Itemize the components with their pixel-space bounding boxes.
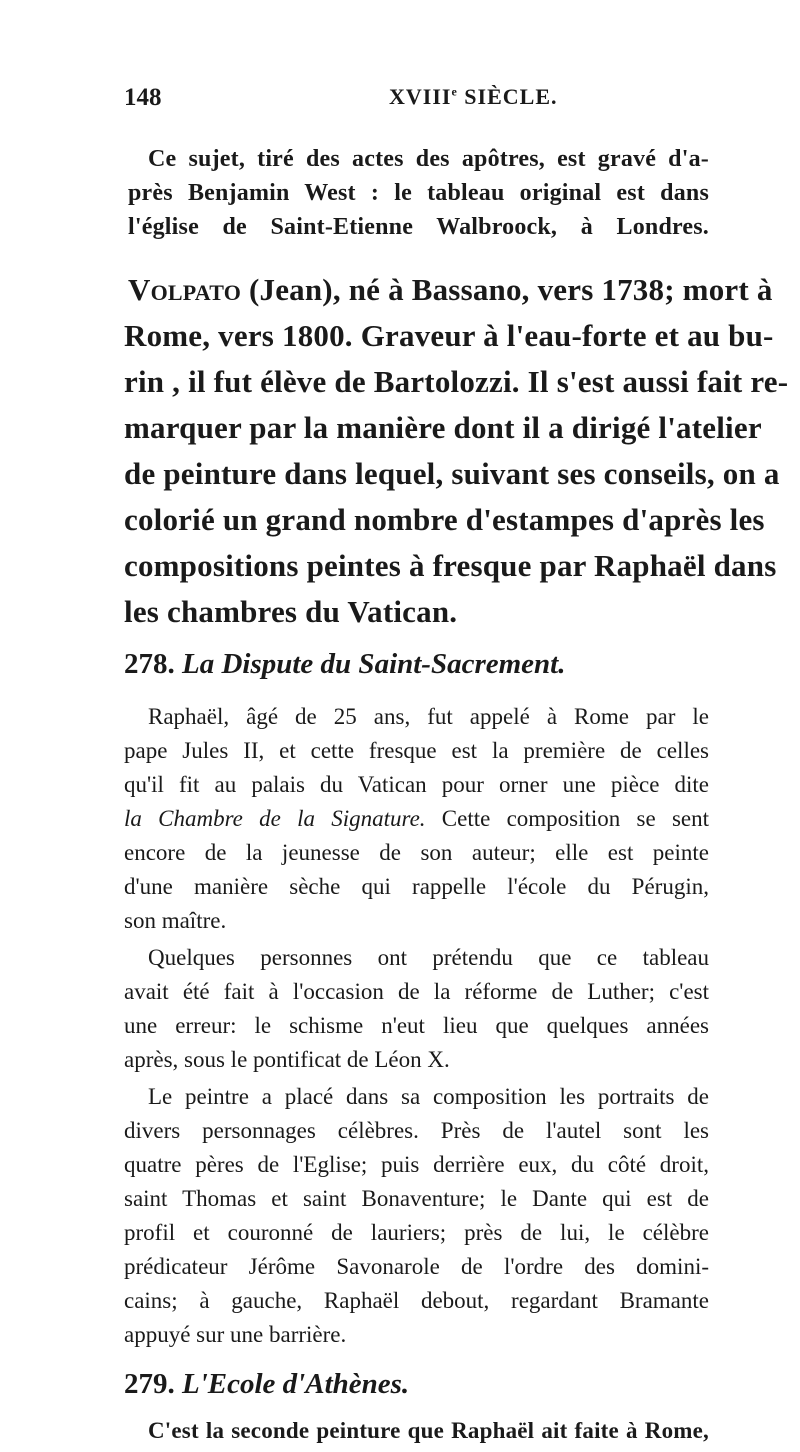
entry-278-line: quatre pères de l'Eglise; puis derrière eux, du côté droit, (124, 1152, 709, 1177)
entry-278-line: d'une manière sèche qui rappelle l'école du Pérugin, (124, 874, 709, 899)
entry-278-heading: 278. La Dispute du Saint-Sacrement. (124, 648, 566, 680)
entry-278-line: Raphaël, âgé de 25 ans, fut appelé à Rome par le (148, 704, 709, 729)
entry-278-line: appuyé sur une barrière. (124, 1322, 347, 1347)
volpato-line: Rome, vers 1800. Graveur à l'eau-forte et au bu- (124, 318, 774, 353)
entry-278-line: Le peintre a placé dans sa composition les portraits de (148, 1084, 709, 1109)
entry-278-line: la Chambre de la Signature. Cette composition se sent (124, 806, 709, 831)
volpato-line: marquer par la manière dont il a dirigé l'atelier (124, 410, 762, 445)
artist-name: Volpato (128, 272, 242, 307)
page-number: 148 (124, 84, 162, 111)
entry-278-line: avait été fait à l'occasion de la réforme de Luther; c'est (124, 979, 709, 1004)
intro-line: l'église de Saint-Etienne Walbroock, à Londres. (128, 214, 709, 240)
entry-278-line: Quelques personnes ont prétendu que ce tableau (148, 945, 709, 970)
entry-278-line: saint Thomas et saint Bonaventure; le Dante qui est de (124, 1186, 709, 1211)
entry-278-line: qu'il fit au palais du Vatican pour orner une pièce dite (124, 772, 709, 797)
entry-278-line: une erreur: le schisme n'eut lieu que quelques années (124, 1013, 709, 1038)
running-title: XVIIIe SIÈCLE. (389, 84, 558, 109)
volpato-line: les chambres du Vatican. (124, 594, 458, 629)
entry-278-line: profil et couronné de lauriers; près de lui, le célèbre (124, 1220, 709, 1245)
intro-line: Ce sujet, tiré des actes des apôtres, est gravé d'a- (148, 146, 709, 172)
entry-279-line: C'est la seconde peinture que Raphaël ait faite à Rome, (148, 1418, 709, 1443)
entry-278-line: cains; à gauche, Raphaël debout, regardant Bramante (124, 1288, 709, 1313)
entry-278-line: prédicateur Jérôme Savonarole de l'ordre des domini- (124, 1254, 709, 1279)
entry-278-line: divers personnages célèbres. Près de l'autel sont les (124, 1118, 709, 1143)
volpato-line: de peinture dans lequel, suivant ses conseils, on a (124, 456, 780, 491)
entry-279-heading: 279. L'Ecole d'Athènes. (124, 1368, 410, 1400)
entry-278-line: après, sous le pontificat de Léon X. (124, 1047, 450, 1072)
volpato-line: colorié un grand nombre d'estampes d'après les (124, 502, 765, 537)
entry-278-line: son maître. (124, 908, 227, 933)
intro-line: près Benjamin West : le tableau original est dans (128, 180, 709, 206)
entry-278-line: pape Jules II, et cette fresque est la première de celles (124, 738, 709, 763)
volpato-line: compositions peintes à fresque par Raphaël dans (124, 548, 777, 583)
entry-278-line: encore de la jeunesse de son auteur; elle est peinte (124, 840, 709, 865)
volpato-line: rin , il fut élève de Bartolozzi. Il s'est aussi fait re- (124, 364, 789, 399)
volpato-first-line: Volpato (Jean), né à Bassano, vers 1738; mort à (128, 272, 773, 307)
